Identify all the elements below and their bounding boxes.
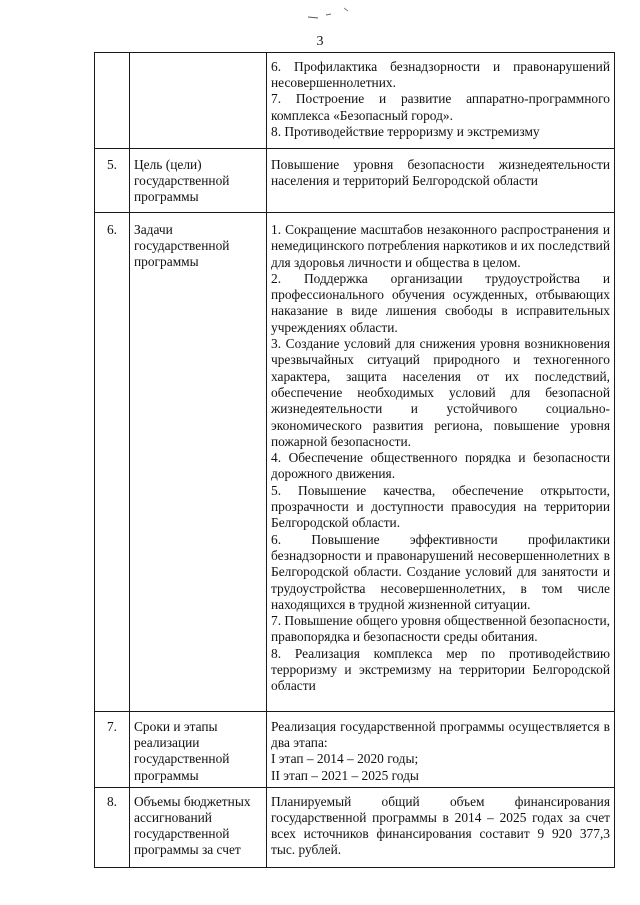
table-row <box>95 53 615 149</box>
content-paragraph: 4. Обеспечение общественного порядка и безопасности дорожного движения. <box>271 450 610 482</box>
content-paragraph: Реализация государственной программы осуществляется в два этапа: <box>271 719 610 751</box>
content-paragraph: 2. Поддержка организации трудоустройства и профессионального обучения осужденных, отбывающих наказание в виде лишения свободы в исправительных учреждениях области. <box>271 270 610 335</box>
content-paragraph: 8. Реализация комплекса мер по противодействию терроризму и экстремизму на территории Белгородской области <box>271 645 610 694</box>
content-paragraph: 7. Построение и развитие аппаратно-программного комплекса «Безопасный город». <box>271 91 610 123</box>
page-number: 3 <box>316 34 324 49</box>
content-paragraph: 5. Повышение качества, обеспечение открытости, прозрачности и доступности правосудия на территории Белгородской области. <box>271 482 610 531</box>
content-paragraph: 8. Противодействие терроризму и экстремизму <box>271 123 540 139</box>
row-label: Цель (цели) государственной программы <box>130 149 267 213</box>
content-paragraph: 7. Повышение общего уровня общественной безопасности, правопорядка и безопасности среды обитания. <box>271 613 610 645</box>
content-paragraph: 3. Создание условий для снижения уровня возникновения чрезвычайных ситуаций природного и техногенного характера, защита населения от их последствий, обеспечение необходимых условий для безопасной жизнедеятельности и устойчивого социально-экономического развития региона, повышение уровня пожарной безопасности. <box>271 336 610 449</box>
table-row <box>95 213 615 712</box>
content-paragraph: Планируемый общий объем финансирования государственной программы в 2014 – 2025 годах за счет всех источников финансирования составит 9 920 377,3 тыс. рублей. <box>271 793 610 858</box>
row-number: 7. <box>95 712 130 788</box>
content-paragraph: 6. Повышение эффективности профилактики безнадзорности и правонарушений несовершеннолетних в Белгородской области. Создание условий для занятости и трудоустройства несовершеннолетних, в том числе находящихся в трудной жизненной ситуации. <box>271 531 610 612</box>
content-paragraph: Повышение уровня безопасности жизнедеятельности населения и территорий Белгородской области <box>271 157 610 189</box>
table-row <box>95 787 615 867</box>
row-content <box>267 213 615 712</box>
row-number <box>95 53 130 149</box>
content-paragraph: 1. Сокращение масштабов незаконного распространения и немедицинского потребления наркотиков и их последствий для здоровья личности и общества в целом. <box>271 222 610 270</box>
row-number: 5. <box>95 149 130 213</box>
row-number: 8. <box>95 787 130 867</box>
row-label: Сроки и этапы реализации государственной программы <box>130 712 267 788</box>
row-content <box>267 53 615 149</box>
row-content <box>267 712 615 788</box>
scan-artifact-marks <box>300 4 360 20</box>
row-label <box>130 53 267 149</box>
content-paragraph: 6. Профилактика безнадзорности и правонарушений несовершеннолетних. <box>271 59 610 91</box>
content-paragraph: II этап – 2021 – 2025 годы <box>271 767 419 783</box>
row-content <box>267 149 615 213</box>
content-paragraph: I этап – 2014 – 2020 годы; <box>271 751 419 767</box>
table-row <box>95 712 615 788</box>
row-content <box>267 787 615 867</box>
table-row <box>95 149 615 213</box>
row-label: Задачи государственной программы <box>130 213 267 712</box>
row-label: Объемы бюджетных ассигнований государственной программы за счет <box>130 787 267 867</box>
program-passport-table <box>94 52 615 868</box>
row-number: 6. <box>95 213 130 712</box>
